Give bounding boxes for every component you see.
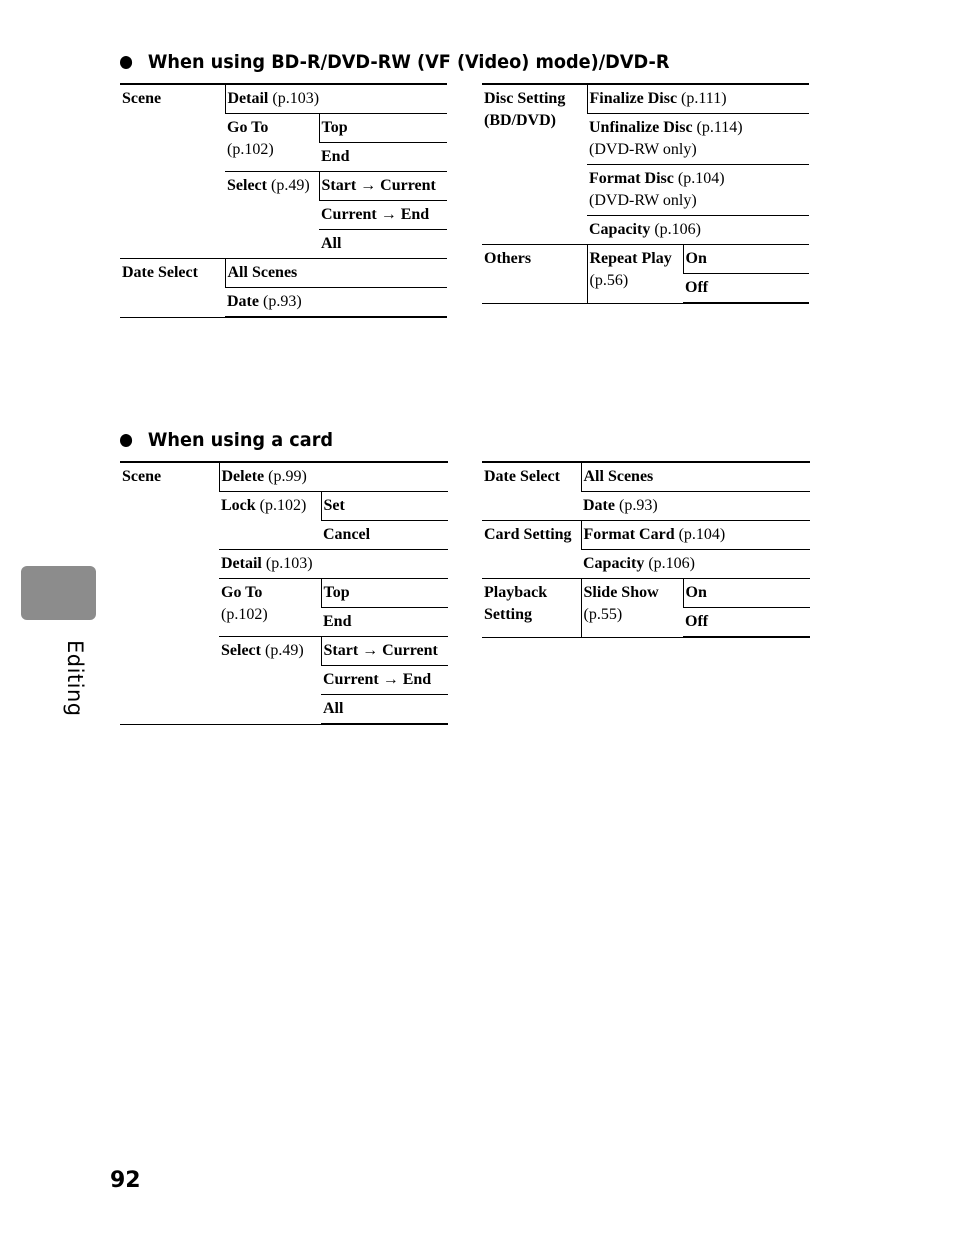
card-settings-menu-table bbox=[482, 461, 810, 638]
menu-cell-set: Set bbox=[321, 492, 448, 521]
menu-cell-top: Top bbox=[321, 579, 448, 608]
menu-cell-all: All bbox=[321, 695, 448, 725]
menu-cell-format-card: Format Card (p.104) bbox=[581, 521, 810, 550]
menu-cell-playback-setting: Playback Setting bbox=[482, 579, 581, 638]
card-scene-menu-table bbox=[120, 461, 448, 725]
menu-cell-delete: Delete (p.99) bbox=[219, 462, 448, 492]
menu-cell-cancel: Cancel bbox=[321, 521, 448, 550]
menu-cell-capacity: Capacity (p.106) bbox=[581, 550, 810, 579]
menu-cell-off: Off bbox=[683, 274, 809, 304]
section-heading-card bbox=[120, 425, 333, 455]
menu-cell-date-select: Date Select bbox=[482, 462, 581, 521]
disc-settings-menu-table bbox=[482, 83, 809, 304]
menu-cell-current-end: Current → End bbox=[319, 201, 447, 230]
menu-cell-all: All bbox=[319, 230, 447, 259]
menu-cell-select: Select (p.49) bbox=[225, 172, 319, 259]
menu-cell-current-end: Current → End bbox=[321, 666, 448, 695]
menu-cell-slide-show: Slide Show (p.55) bbox=[581, 579, 683, 638]
menu-cell-on: On bbox=[683, 245, 809, 274]
menu-cell-goto: Go To (p.102) bbox=[225, 114, 319, 172]
menu-cell-goto: Go To (p.102) bbox=[219, 579, 321, 637]
menu-cell-scene: Scene bbox=[120, 462, 219, 724]
menu-cell-date-select: Date Select bbox=[120, 259, 225, 318]
menu-cell-all-scenes: All Scenes bbox=[581, 462, 810, 492]
menu-cell-disc-setting: Disc Setting (BD/DVD) bbox=[482, 84, 587, 245]
heading-text: When using BD-R/DVD-RW (VF (Video) mode)/DVD-R bbox=[147, 51, 670, 73]
menu-cell-card-setting: Card Setting bbox=[482, 521, 581, 579]
chapter-side-label: Editing bbox=[63, 640, 87, 717]
menu-cell-top: Top bbox=[319, 114, 447, 143]
menu-cell-finalize-disc: Finalize Disc (p.111) bbox=[587, 84, 809, 114]
menu-cell-date: Date (p.93) bbox=[225, 288, 447, 318]
disc-scene-menu-table bbox=[120, 83, 447, 318]
menu-cell-detail: Detail (p.103) bbox=[219, 550, 448, 579]
menu-cell-end: End bbox=[321, 608, 448, 637]
menu-cell-end: End bbox=[319, 143, 447, 172]
chapter-tab-marker bbox=[21, 566, 96, 620]
menu-cell-select: Select (p.49) bbox=[219, 637, 321, 725]
menu-cell-capacity: Capacity (p.106) bbox=[587, 216, 809, 245]
menu-cell-format-disc: Format Disc (p.104) (DVD-RW only) bbox=[587, 165, 809, 216]
menu-cell-others: Others bbox=[482, 245, 587, 304]
menu-cell-repeat-play: Repeat Play (p.56) bbox=[587, 245, 683, 304]
page-number: 92 bbox=[110, 1168, 141, 1193]
menu-cell-off: Off bbox=[683, 608, 810, 638]
menu-cell-all-scenes: All Scenes bbox=[225, 259, 447, 288]
menu-cell-date: Date (p.93) bbox=[581, 492, 810, 521]
menu-cell-start-current: Start → Current bbox=[321, 637, 448, 666]
menu-cell-unfinalize-disc: Unfinalize Disc (p.114) (DVD-RW only) bbox=[587, 114, 809, 165]
menu-cell-detail: Detail (p.103) bbox=[225, 84, 447, 114]
section-heading-disc bbox=[120, 47, 669, 77]
bullet-icon bbox=[120, 56, 132, 69]
menu-cell-lock: Lock (p.102) bbox=[219, 492, 321, 550]
bullet-icon bbox=[120, 434, 132, 447]
menu-cell-scene: Scene bbox=[120, 84, 225, 259]
menu-cell-start-current: Start → Current bbox=[319, 172, 447, 201]
heading-text: When using a card bbox=[147, 429, 334, 451]
menu-cell-on: On bbox=[683, 579, 810, 608]
